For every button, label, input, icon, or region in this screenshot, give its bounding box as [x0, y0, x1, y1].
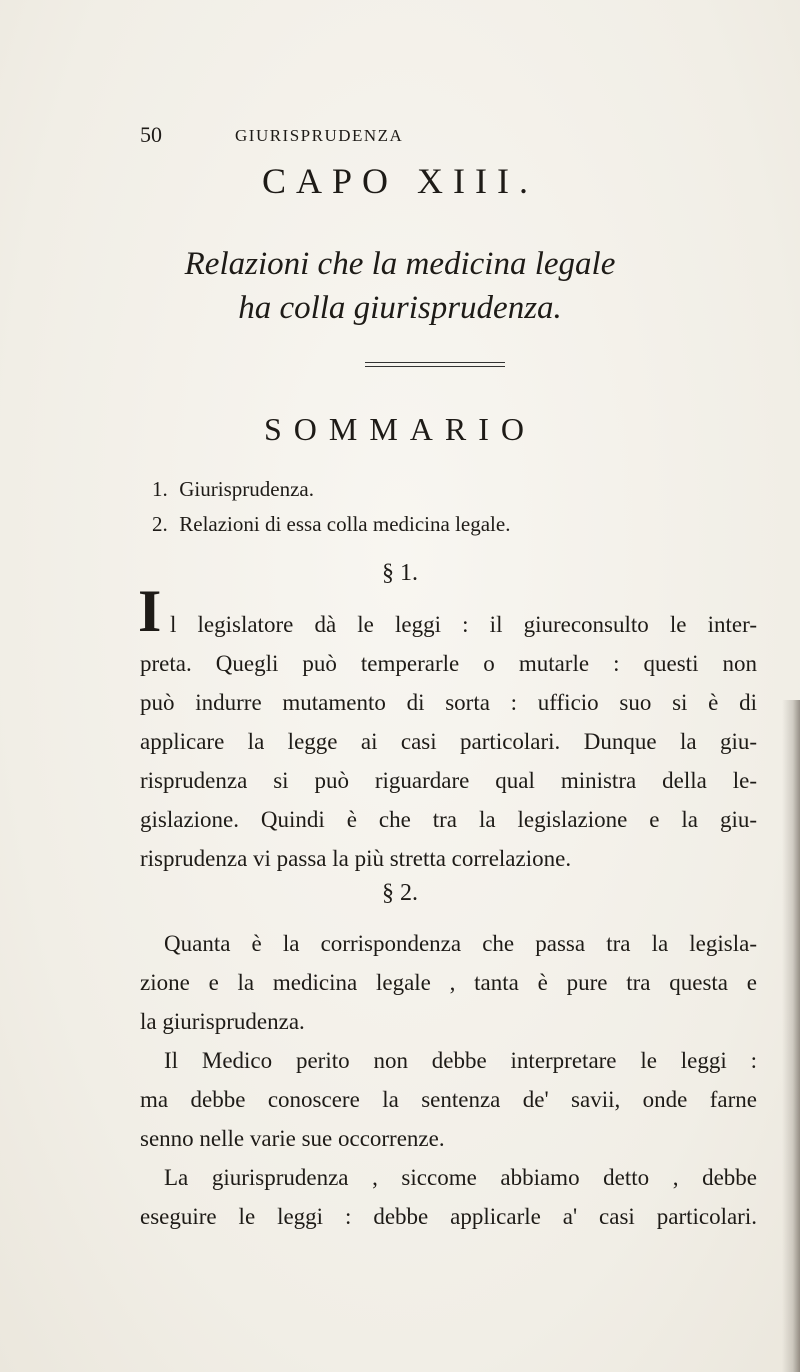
summary-item-number: 1. [152, 477, 168, 501]
drop-cap: I [138, 578, 162, 644]
summary-item-text: Giurisprudenza. [179, 477, 314, 501]
text-line: ma debbe conoscere la sentenza de' savii, onde farne [140, 1087, 757, 1112]
text-line: preta. Quegli può temperarle o mutarle : questi non [140, 651, 757, 676]
text-line: Il Medico perito non debbe interpretare le leggi : [164, 1048, 757, 1073]
text-line [138, 578, 757, 644]
text-line: applicare la legge ai casi particolari. Dunque la giu- [140, 729, 757, 754]
text-line: eseguire le leggi : debbe applicarle a' casi particolari. [140, 1204, 757, 1229]
summary-item-text: Relazioni di essa colla medicina legale. [179, 512, 511, 536]
text-line: la giurisprudenza. [140, 1009, 305, 1034]
chapter-title-line-2: ha colla giurisprudenza. [238, 290, 562, 326]
text-line-content: l legislatore dà le leggi : il giureconsulto le inter- [170, 612, 757, 637]
text-line: zione e la medicina legale , tanta è pure tra questa e [140, 970, 757, 995]
summary-item [152, 507, 752, 542]
section-1-text [138, 578, 757, 878]
text-line: La giurisprudenza , siccome abbiamo detto , debbe [164, 1165, 757, 1190]
chapter-label: CAPO XIII. [262, 161, 538, 201]
summary-heading: SOMMARIO [263, 411, 537, 447]
page-number: 50 [140, 122, 162, 147]
text-line: può indurre mutamento di sorta : ufficio suo si è di [140, 690, 757, 715]
summary-item [152, 472, 752, 507]
section-mark-1: § 1. [382, 560, 418, 586]
running-head: GIURISPRUDENZA [235, 126, 404, 145]
text-line: gislazione. Quindi è che tra la legislazione e la giu- [140, 807, 757, 832]
ornamental-rule [365, 362, 505, 367]
chapter-title-line-1: Relazioni che la medicina legale [184, 246, 616, 282]
text-line: Quanta è la corrispondenza che passa tra la legisla- [164, 931, 757, 956]
page-header [140, 122, 680, 152]
section-2-text [140, 924, 757, 1236]
text-line: risprudenza si può riguardare qual ministra della le- [140, 768, 757, 793]
section-mark-2: § 2. [382, 880, 418, 906]
text-line: senno nelle varie sue occorrenze. [140, 1126, 445, 1151]
summary-item-number: 2. [152, 512, 168, 536]
page-edge-shadow [782, 700, 800, 1372]
chapter-title [0, 242, 800, 330]
text-line: risprudenza vi passa la più stretta correlazione. [140, 846, 572, 871]
summary-list [152, 472, 752, 542]
